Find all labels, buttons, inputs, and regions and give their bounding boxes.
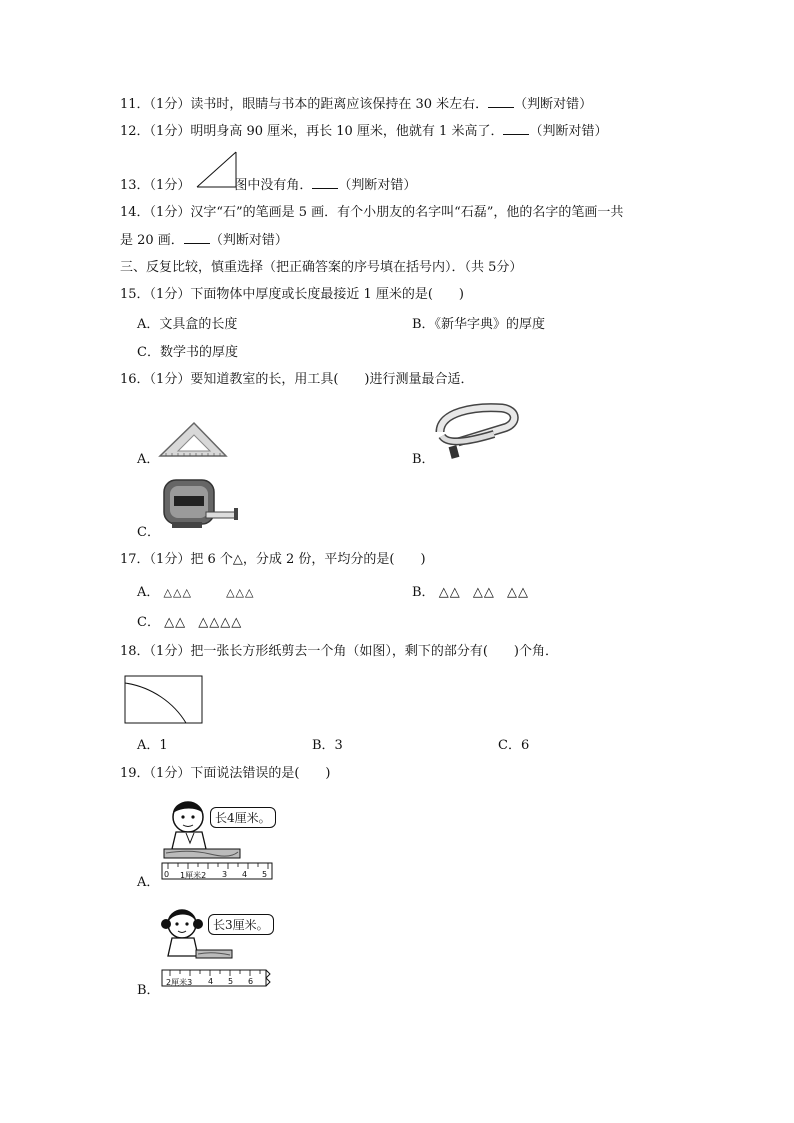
question-19: 19．（1分）下面说法错误的是( ) xyxy=(120,766,331,781)
triangle-group: △△△ xyxy=(226,586,255,599)
question-12-tail: （判断对错） xyxy=(529,124,608,139)
option-17-b[interactable]: B． △△ △△ △△ xyxy=(412,585,529,600)
option-18-a[interactable]: A．1 xyxy=(137,738,168,753)
question-14-line1: 14．（1分）汉字“石”的笔画是 5 画．有个小朋友的名字叫“石磊”，他的名字的笔画一共 xyxy=(120,205,624,220)
ruler-tick-label: 3 xyxy=(222,870,228,879)
triangle-group: △△ xyxy=(506,585,529,600)
triangle-group: △△ xyxy=(472,585,495,600)
ruler-tick-label: 4 xyxy=(208,977,214,986)
ruler-tick-label: 5 xyxy=(228,977,234,986)
ruler-tick-label: 5 xyxy=(262,870,268,879)
option-19-b[interactable]: B． xyxy=(137,983,160,998)
question-11-text: 11．（1分）读书时，眼睛与书本的距离应该保持在 30 米左右． xyxy=(120,97,489,112)
question-14-line2: 是 20 画． （判断对错） xyxy=(120,233,288,248)
triangle-group: △△△ xyxy=(163,586,192,599)
tape-measure-image xyxy=(160,474,242,534)
question-12 xyxy=(120,122,607,142)
question-13-prefix: 13．（1分） xyxy=(120,178,191,193)
option-17-c[interactable]: C． △△ △△△△ xyxy=(137,615,243,630)
answer-blank-14[interactable] xyxy=(184,231,210,244)
question-17: 17．（1分）把 6 个△，分成 2 份，平均分的是( ) xyxy=(120,552,426,567)
option-16-c[interactable]: C． xyxy=(137,525,160,540)
option-18-c[interactable]: C．6 xyxy=(498,738,530,753)
question-13-text: 图中没有角． xyxy=(234,178,313,193)
answer-blank-12[interactable] xyxy=(503,122,529,135)
triangle-group: △△ xyxy=(164,615,187,630)
option-15-b[interactable]: B．《新华字典》的厚度 xyxy=(412,317,546,332)
question-13 xyxy=(120,176,416,196)
option-18-b[interactable]: B．3 xyxy=(312,738,343,753)
question-13-tail: （判断对错） xyxy=(338,178,417,193)
boy-ruler-illustration xyxy=(160,795,280,887)
ruler-tick-label: 6 xyxy=(248,977,254,986)
question-16: 16．（1分）要知道教室的长，用工具( )进行测量最合适． xyxy=(120,372,474,387)
answer-blank-13[interactable] xyxy=(312,176,338,189)
question-11 xyxy=(120,95,592,115)
option-17-a[interactable]: A． △△△ △△△ xyxy=(137,585,255,600)
speech-bubble-b: 长3厘米。 xyxy=(208,914,274,935)
speech-bubble-a: 长4厘米。 xyxy=(210,807,276,828)
option-16-b[interactable]: B． xyxy=(412,452,435,467)
ruler-tick-label: 4 xyxy=(242,870,248,879)
answer-blank-11[interactable] xyxy=(488,95,514,108)
cut-rectangle-figure xyxy=(124,675,204,725)
question-12-text: 12．（1分）明明身高 90 厘米，再长 10 厘米，他就有 1 米高了． xyxy=(120,124,504,139)
option-16-a[interactable]: A． xyxy=(137,452,160,467)
triangle-ruler-image xyxy=(158,420,230,460)
option-15-a[interactable]: A．文具盒的长度 xyxy=(137,317,238,332)
soft-tape-measure-image xyxy=(434,402,520,460)
ruler-tick-label: 1厘米2 xyxy=(180,871,207,880)
angle-figure xyxy=(196,150,240,190)
ruler-tick-label: 2厘米3 xyxy=(166,978,193,987)
option-15-c[interactable]: C．数学书的厚度 xyxy=(137,345,238,360)
option-19-a[interactable]: A． xyxy=(137,875,160,890)
ruler-tick-label: 0 xyxy=(164,870,170,879)
section-3-heading: 三、反复比较，慎重选择（把正确答案的序号填在括号内）．（共 5分） xyxy=(120,260,523,275)
question-18: 18．（1分）把一张长方形纸剪去一个角（如图），剩下的部分有( )个角． xyxy=(120,644,558,659)
question-11-tail: （判断对错） xyxy=(514,97,593,112)
triangle-group: △△△△ xyxy=(198,615,243,630)
question-15: 15．（1分）下面物体中厚度或长度最接近 1 厘米的是( ) xyxy=(120,287,464,302)
girl-ruler-illustration xyxy=(160,902,280,996)
triangle-group: △△ xyxy=(438,585,461,600)
